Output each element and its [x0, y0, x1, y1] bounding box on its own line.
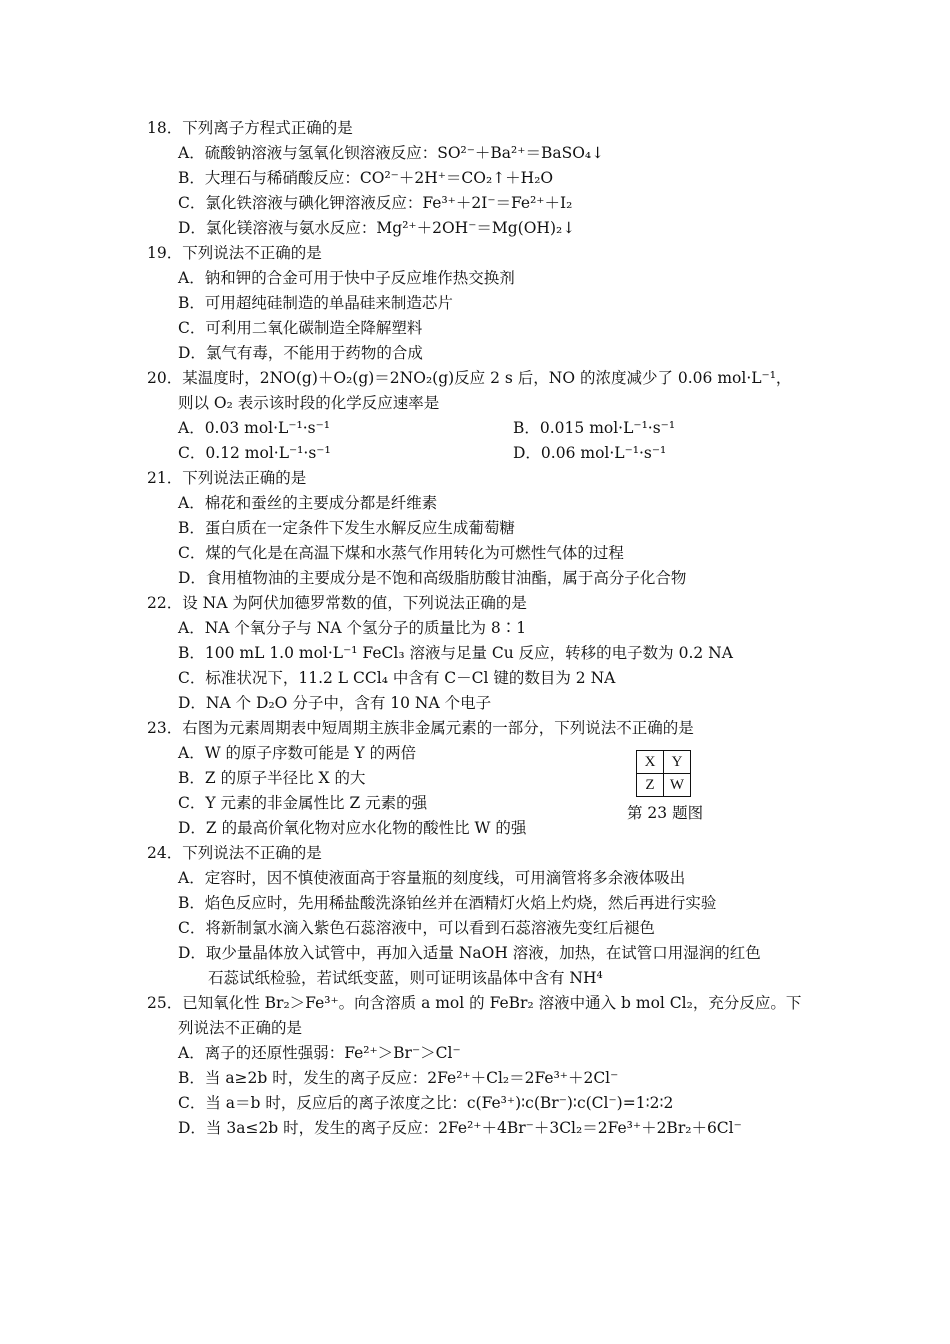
- q18-option-b: B．大理石与稀硝酸反应：CO²⁻＋2H⁺＝CO₂↑＋H₂O: [178, 169, 554, 187]
- element-y: Y: [664, 751, 691, 774]
- q23-stem: 23．右图为元素周期表中短周期主族非金属元素的一部分，下列说法不正确的是: [147, 719, 694, 737]
- q24-option-d-continued: 石蕊试纸检验，若试纸变蓝，则可证明该晶体中含有 NH⁴: [208, 969, 603, 987]
- q25-option-d: D．当 3a≤2b 时，发生的离子反应：2Fe²⁺＋4Br⁻＋3Cl₂＝2Fe³⁺＋2Br₂＋6Cl⁻: [178, 1119, 742, 1137]
- q18-option-a: A．硫酸钠溶液与氢氧化钡溶液反应：SO²⁻＋Ba²⁺＝BaSO₄↓: [178, 144, 605, 162]
- q20-stem: 20．某温度时，2NO(g)＋O₂(g)＝2NO₂(g)反应 2 s 后，NO 的浓度减少了 0.06 mol·L⁻¹，: [147, 369, 792, 387]
- q23-option-c: C．Y 元素的非金属性比 Z 元素的强: [178, 794, 428, 812]
- q24-stem: 24．下列说法不正确的是: [147, 844, 322, 862]
- q21-option-b: B．蛋白质在一定条件下发生水解反应生成葡萄糖: [178, 519, 515, 537]
- element-w: W: [664, 774, 691, 797]
- q19-option-a: A．钠和钾的合金可用于快中子反应堆作热交换剂: [178, 269, 515, 287]
- q19-option-c: C．可利用二氧化碳制造全降解塑料: [178, 319, 423, 337]
- q25-stem-continued: 列说法不正确的是: [178, 1019, 303, 1037]
- q20-option-c: C．0.12 mol·L⁻¹·s⁻¹: [178, 444, 331, 462]
- figure-caption: 第 23 题图: [627, 804, 704, 822]
- q21-stem: 21．下列说法正确的是: [147, 469, 307, 487]
- q20-option-a: A．0.03 mol·L⁻¹·s⁻¹: [178, 419, 331, 437]
- q25-stem: 25．已知氧化性 Br₂＞Fe³⁺。向含溶质 a mol 的 FeBr₂ 溶液中通入 b mol Cl₂，充分反应。下: [147, 994, 802, 1012]
- q19-option-d: D．氯气有毒，不能用于药物的合成: [178, 344, 423, 362]
- q22-option-b: B．100 mL 1.0 mol·L⁻¹ FeCl₃ 溶液与足量 Cu 反应，转移的电子数为 0.2 NA: [178, 644, 733, 662]
- element-z: Z: [637, 774, 664, 797]
- q25-option-b: B．当 a≥2b 时，发生的离子反应：2Fe²⁺＋Cl₂＝2Fe³⁺＋2Cl⁻: [178, 1069, 619, 1087]
- q24-option-a: A．定容时，因不慎使液面高于容量瓶的刻度线，可用滴管将多余液体吸出: [178, 869, 686, 887]
- q24-option-d: D．取少量晶体放入试管中，再加入适量 NaOH 溶液，加热，在试管口用湿润的红色: [178, 944, 761, 962]
- q23-option-a: A．W 的原子序数可能是 Y 的两倍: [178, 744, 417, 762]
- q20-option-d: D．0.06 mol·L⁻¹·s⁻¹: [513, 444, 667, 462]
- q21-option-a: A．棉花和蚕丝的主要成分都是纤维素: [178, 494, 438, 512]
- q21-option-d: D．食用植物油的主要成分是不饱和高级脂肪酸甘油酯，属于高分子化合物: [178, 569, 687, 587]
- q18-option-d: D．氯化镁溶液与氨水反应：Mg²⁺＋2OH⁻＝Mg(OH)₂↓: [178, 219, 576, 237]
- q19-stem: 19．下列说法不正确的是: [147, 244, 322, 262]
- q22-option-a: A．NA 个氧分子与 NA 个氢分子的质量比为 8∶1: [178, 619, 527, 637]
- q18-stem: 18．下列离子方程式正确的是: [147, 119, 353, 137]
- q23-option-b: B．Z 的原子半径比 X 的大: [178, 769, 366, 787]
- q22-option-c: C．标准状况下，11.2 L CCl₄ 中含有 C－Cl 键的数目为 2 NA: [178, 669, 616, 687]
- q25-option-c: C．当 a＝b 时，反应后的离子浓度之比：c(Fe³⁺)∶c(Br⁻)∶c(Cl⁻)=1∶2∶2: [178, 1094, 674, 1112]
- q20-stem-continued: 则以 O₂ 表示该时段的化学反应速率是: [178, 394, 440, 412]
- q18-option-c: C．氯化铁溶液与碘化钾溶液反应：Fe³⁺＋2I⁻＝Fe²⁺＋I₂: [178, 194, 573, 212]
- q25-option-a: A．离子的还原性强弱：Fe²⁺＞Br⁻＞Cl⁻: [178, 1044, 461, 1062]
- q22-stem: 22．设 NA 为阿伏加德罗常数的值，下列说法正确的是: [147, 594, 527, 612]
- periodic-table-fragment: [636, 750, 691, 797]
- q24-option-b: B．焰色反应时，先用稀盐酸洗涤铂丝并在酒精灯火焰上灼烧，然后再进行实验: [178, 894, 717, 912]
- q20-option-b: B．0.015 mol·L⁻¹·s⁻¹: [513, 419, 676, 437]
- q23-option-d: D．Z 的最高价氧化物对应水化物的酸性比 W 的强: [178, 819, 527, 837]
- element-x: X: [637, 751, 664, 774]
- q22-option-d: D．NA 个 D₂O 分子中，含有 10 NA 个电子: [178, 694, 492, 712]
- q21-option-c: C．煤的气化是在高温下煤和水蒸气作用转化为可燃性气体的过程: [178, 544, 624, 562]
- q24-option-c: C．将新制氯水滴入紫色石蕊溶液中，可以看到石蕊溶液先变红后褪色: [178, 919, 655, 937]
- q19-option-b: B．可用超纯硅制造的单晶硅来制造芯片: [178, 294, 453, 312]
